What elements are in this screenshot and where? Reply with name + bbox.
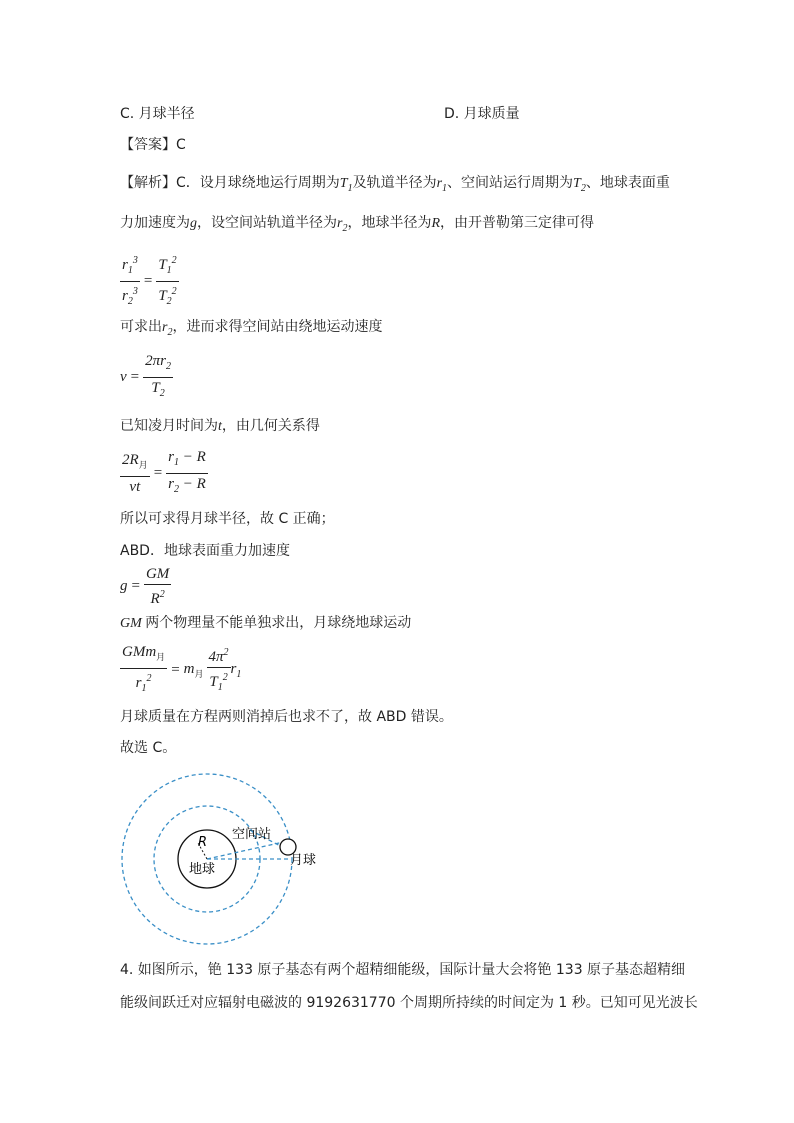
math-T1: $T_1$: [339, 176, 353, 194]
analysis-line-8: 月球质量在方程两则消掉后也求不了，故 ABD 错误。: [120, 709, 453, 725]
analysis-line-3: [120, 316, 382, 338]
orbit-diagram: [110, 770, 340, 950]
label-earth: 地球: [189, 862, 216, 877]
analysis-text: 及轨道半径为: [352, 175, 437, 191]
analysis-text: ，由几何关系得: [221, 418, 320, 434]
analysis-text: 可求出: [120, 319, 162, 335]
math-g: g: [190, 216, 197, 231]
equation-gravity: g = $\frac{GM}{R^2}$: [120, 566, 170, 607]
analysis-line-6: ABD．地球表面重力加速度: [120, 543, 290, 559]
analysis-text: ，由开普勒第三定律可得: [440, 215, 595, 231]
math-r2: $r_2$: [337, 216, 348, 234]
analysis-text: 已知凌月时间为: [120, 418, 218, 434]
label-R: R: [198, 835, 208, 850]
math-r2: $r_2$: [162, 320, 173, 338]
label-station: 空间站: [232, 827, 272, 842]
analysis-text: 、地球表面重: [585, 175, 670, 191]
equation-velocity: v = $\frac{2\pi r_2}{T_2}$: [120, 353, 171, 399]
equation-kepler: $\frac{r_1^3}{r_2^3}$ = $\frac{T_1^2}{T_2^2}$: [120, 252, 179, 311]
question4-line-1: 4. 如图所示，铯 133 原子基态有两个超精细能级，国际计量大会将铯 133 原子基态超精细: [120, 962, 686, 978]
analysis-text: 力加速度为: [120, 215, 190, 231]
analysis-line-7: [120, 612, 411, 632]
analysis-text: 两个物理量不能单独求出，月球绕地球运动: [145, 615, 412, 631]
equation-orbit: $\frac{GMm_月}{r_1^2}$ = $m_月$ $\frac{4\pi^2}{T_1^2}$ $r_1$: [122, 644, 242, 694]
analysis-text: ，地球半径为: [347, 215, 432, 231]
analysis-line-4: [120, 415, 320, 435]
math-t: t: [218, 419, 222, 434]
analysis-text: C．设月球绕地运行周期为: [176, 175, 340, 191]
analysis-tag: 【解析】: [120, 175, 176, 191]
option-c: C. 月球半径: [120, 106, 195, 122]
math-r1: $r_1$: [436, 176, 448, 194]
analysis-line-2: [120, 212, 594, 234]
analysis-line-5: 所以可求得月球半径，故 C 正确；: [120, 511, 335, 527]
math-GM: GM: [120, 616, 146, 631]
equation-geometry: $\frac{2R_月}{vt}$ = $\frac{r_1 - R}{r_2 - R}$: [122, 449, 206, 495]
answer-value: C: [176, 137, 186, 153]
answer-line: [120, 134, 186, 154]
option-d: D. 月球质量: [444, 106, 520, 122]
analysis-line-1: [120, 172, 670, 194]
math-T2: $T_2$: [573, 176, 586, 194]
analysis-text: ，进而求得空间站由绕地运动速度: [172, 319, 383, 335]
label-moon: 月球: [290, 853, 317, 868]
analysis-line-9: 故选 C。: [120, 740, 177, 756]
question4-line-2: 能级间跃迁对应辐射电磁波的 9192631770 个周期所持续的时间定为 1 秒。已知可见光波长: [120, 995, 698, 1011]
analysis-text: 、空间站运行周期为: [447, 175, 574, 191]
answer-tag: 【答案】: [120, 137, 176, 153]
analysis-text: ，设空间站轨道半径为: [197, 215, 337, 231]
math-R: R: [431, 216, 441, 231]
